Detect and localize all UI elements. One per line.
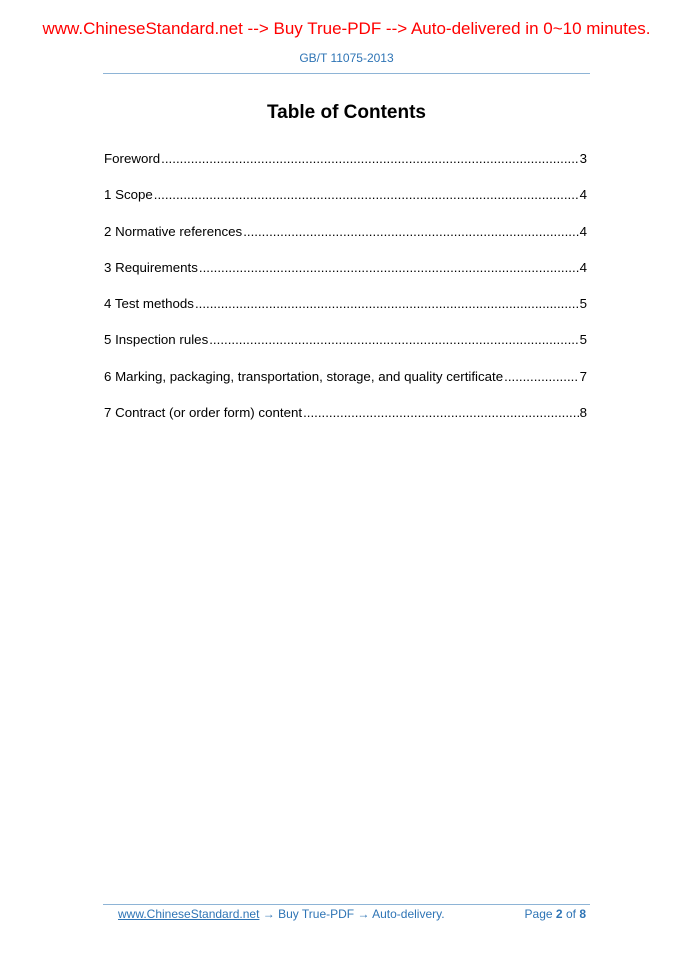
toc-entry-label: 7 Contract (or order form) content [104, 405, 303, 421]
toc-entry-label: 4 Test methods [104, 296, 194, 312]
footer-site-link[interactable]: www.ChineseStandard.net [118, 907, 260, 921]
toc-entry-label: 5 Inspection rules [104, 332, 209, 348]
toc-entry-label: 3 Requirements [104, 259, 198, 275]
toc-entry-page: 3 [579, 151, 587, 166]
toc-entry-requirements[interactable] [104, 259, 587, 295]
current-page-number: 2 [555, 907, 563, 921]
of-word: of [565, 907, 576, 921]
footer-divider [103, 904, 590, 905]
toc-entry-page: 4 [579, 187, 587, 203]
toc-entry-foreword[interactable] [104, 150, 587, 186]
toc-entry-test-methods[interactable] [104, 295, 587, 331]
toc-entry-marking-packaging[interactable] [104, 368, 587, 404]
dot-leader [504, 368, 578, 386]
dot-leader [161, 150, 578, 168]
dot-leader [209, 331, 578, 349]
toc-entry-normative-references[interactable] [104, 223, 587, 259]
page-footer [118, 906, 588, 922]
toc-title: Table of Contents [266, 102, 427, 123]
total-pages-number: 8 [579, 907, 586, 921]
toc-entry-inspection-rules[interactable] [104, 331, 587, 367]
toc-entry-label: 1 Scope [104, 187, 153, 203]
toc-entry-page: 8 [579, 405, 587, 421]
toc-entry-scope[interactable] [104, 186, 587, 222]
toc-entry-page: 7 [579, 368, 587, 384]
page-counter [525, 906, 586, 922]
promo-banner[interactable]: www.ChineseStandard.net --> Buy True-PDF --> Auto-delivered in 0~10 minutes. [42, 19, 651, 38]
toc-entry-page: 5 [579, 296, 587, 312]
footer-tagline: → Buy True-PDF → Auto-delivery. [259, 907, 445, 921]
page-word: Page [524, 907, 553, 921]
dot-leader [243, 223, 578, 241]
header-divider [103, 73, 590, 74]
dot-leader [154, 186, 579, 204]
toc-entry-label: 6 Marking, packaging, transportation, storage, and quality certificate [104, 368, 504, 384]
toc-entry-contract-content[interactable] [104, 404, 587, 440]
document-code: GB/T 11075-2013 [299, 51, 394, 65]
dot-leader [303, 404, 579, 422]
dot-leader [195, 295, 579, 313]
toc-entry-page: 4 [579, 259, 587, 275]
toc-entry-label: Foreword [104, 151, 161, 166]
toc-entry-label: 2 Normative references [104, 223, 243, 239]
toc-entry-page: 4 [579, 223, 587, 239]
toc-entry-page: 5 [579, 332, 587, 348]
dot-leader [199, 259, 579, 277]
toc-list [104, 150, 587, 440]
